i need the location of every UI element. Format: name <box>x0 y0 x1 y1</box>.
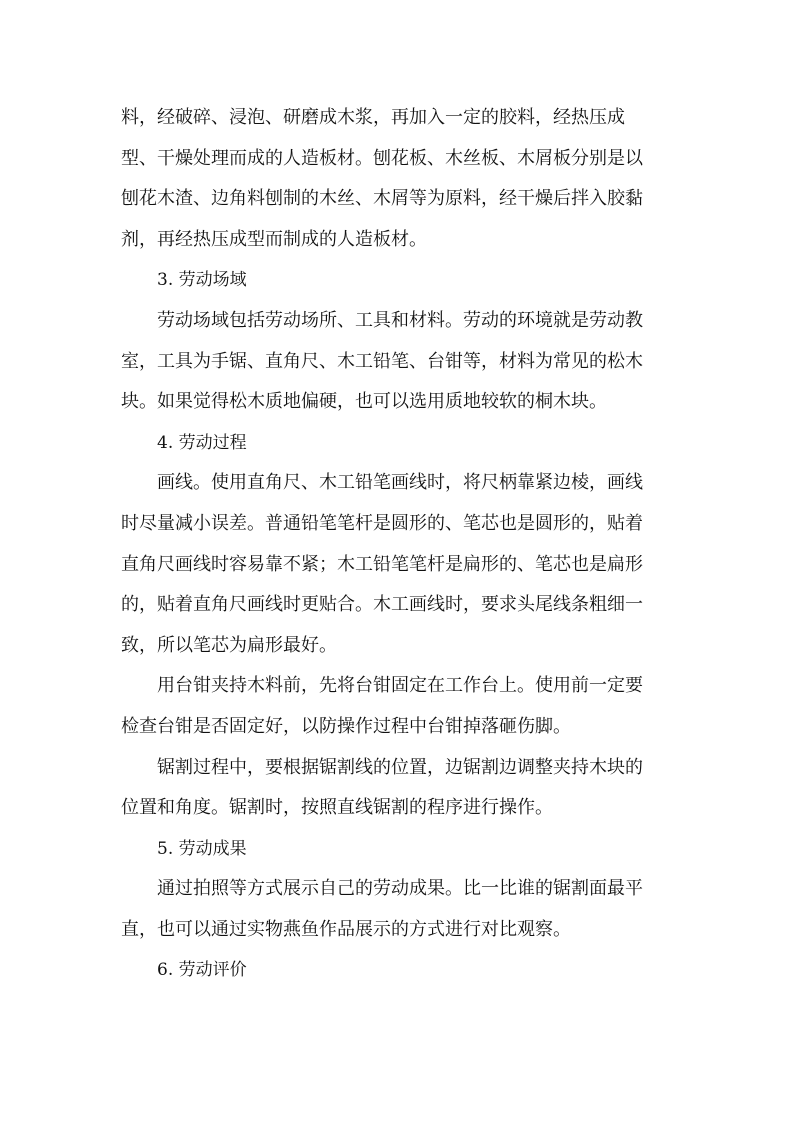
paragraph-labor-results <box>121 869 667 950</box>
text-line: 块。如果觉得松木质地偏硬，也可以选用质地较软的桐木块。 <box>121 391 607 413</box>
text-line: 通过拍照等方式展示自己的劳动成果。比一比谁的锯割面最平 <box>157 878 643 900</box>
heading-labor-evaluation <box>121 950 667 991</box>
text-line: 刨花木渣、边角料刨制的木丝、木屑等为原料，经干燥后拌入胶黏 <box>121 188 643 210</box>
paragraph-materials-continued <box>121 98 667 260</box>
text-line: 剂，再经热压成型而制成的人造板材。 <box>121 228 427 250</box>
text-line: 型、干燥处理而成的人造板材。刨花板、木丝板、木屑板分别是以 <box>121 147 643 169</box>
heading-labor-site <box>121 260 667 301</box>
text-line: 画线。使用直角尺、木工铅笔画线时，将尺柄靠紧边棱，画线 <box>157 472 643 494</box>
text-line: 直，也可以通过实物燕鱼作品展示的方式进行对比观察。 <box>121 918 571 940</box>
paragraph-labor-site <box>121 301 667 423</box>
paragraph-bench-vise <box>121 666 667 747</box>
text-line: 劳动场域包括劳动场所、工具和材料。劳动的环境就是劳动教 <box>157 309 643 331</box>
text-line: 室，工具为手锯、直角尺、木工铅笔、台钳等，材料为常见的松木 <box>121 350 643 372</box>
text-line: 时尽量减小误差。普通铅笔笔杆是圆形的、笔芯也是圆形的，贴着 <box>121 512 643 534</box>
paragraph-drawing-lines <box>121 463 667 666</box>
document-page <box>121 98 667 991</box>
paragraph-sawing <box>121 748 667 829</box>
text-line: 位置和角度。锯割时，按照直线锯割的程序进行操作。 <box>121 797 553 819</box>
text-line: 锯割过程中，要根据锯割线的位置，边锯割边调整夹持木块的 <box>157 756 643 778</box>
text-line: 致，所以笔芯为扁形最好。 <box>121 634 337 656</box>
text-line: 检查台钳是否固定好，以防操作过程中台钳掉落砸伤脚。 <box>121 715 571 737</box>
text-line: 的，贴着直角尺画线时更贴合。木工画线时，要求头尾线条粗细一 <box>121 594 643 616</box>
section-heading: 3. 劳动场域 <box>157 270 247 291</box>
text-line: 用台钳夹持木料前，先将台钳固定在工作台上。使用前一定要 <box>157 675 643 697</box>
text-line: 料，经破碎、浸泡、研磨成木浆，再加入一定的胶料，经热压成 <box>121 107 625 128</box>
text-line: 直角尺画线时容易靠不紧；木工铅笔笔杆是扁形的、笔芯也是扁形 <box>121 553 643 575</box>
section-heading: 6. 劳动评价 <box>157 960 247 981</box>
heading-labor-results <box>121 829 667 870</box>
section-heading: 4. 劳动过程 <box>157 432 247 453</box>
heading-labor-process <box>121 423 667 464</box>
section-heading: 5. 劳动成果 <box>157 838 247 859</box>
